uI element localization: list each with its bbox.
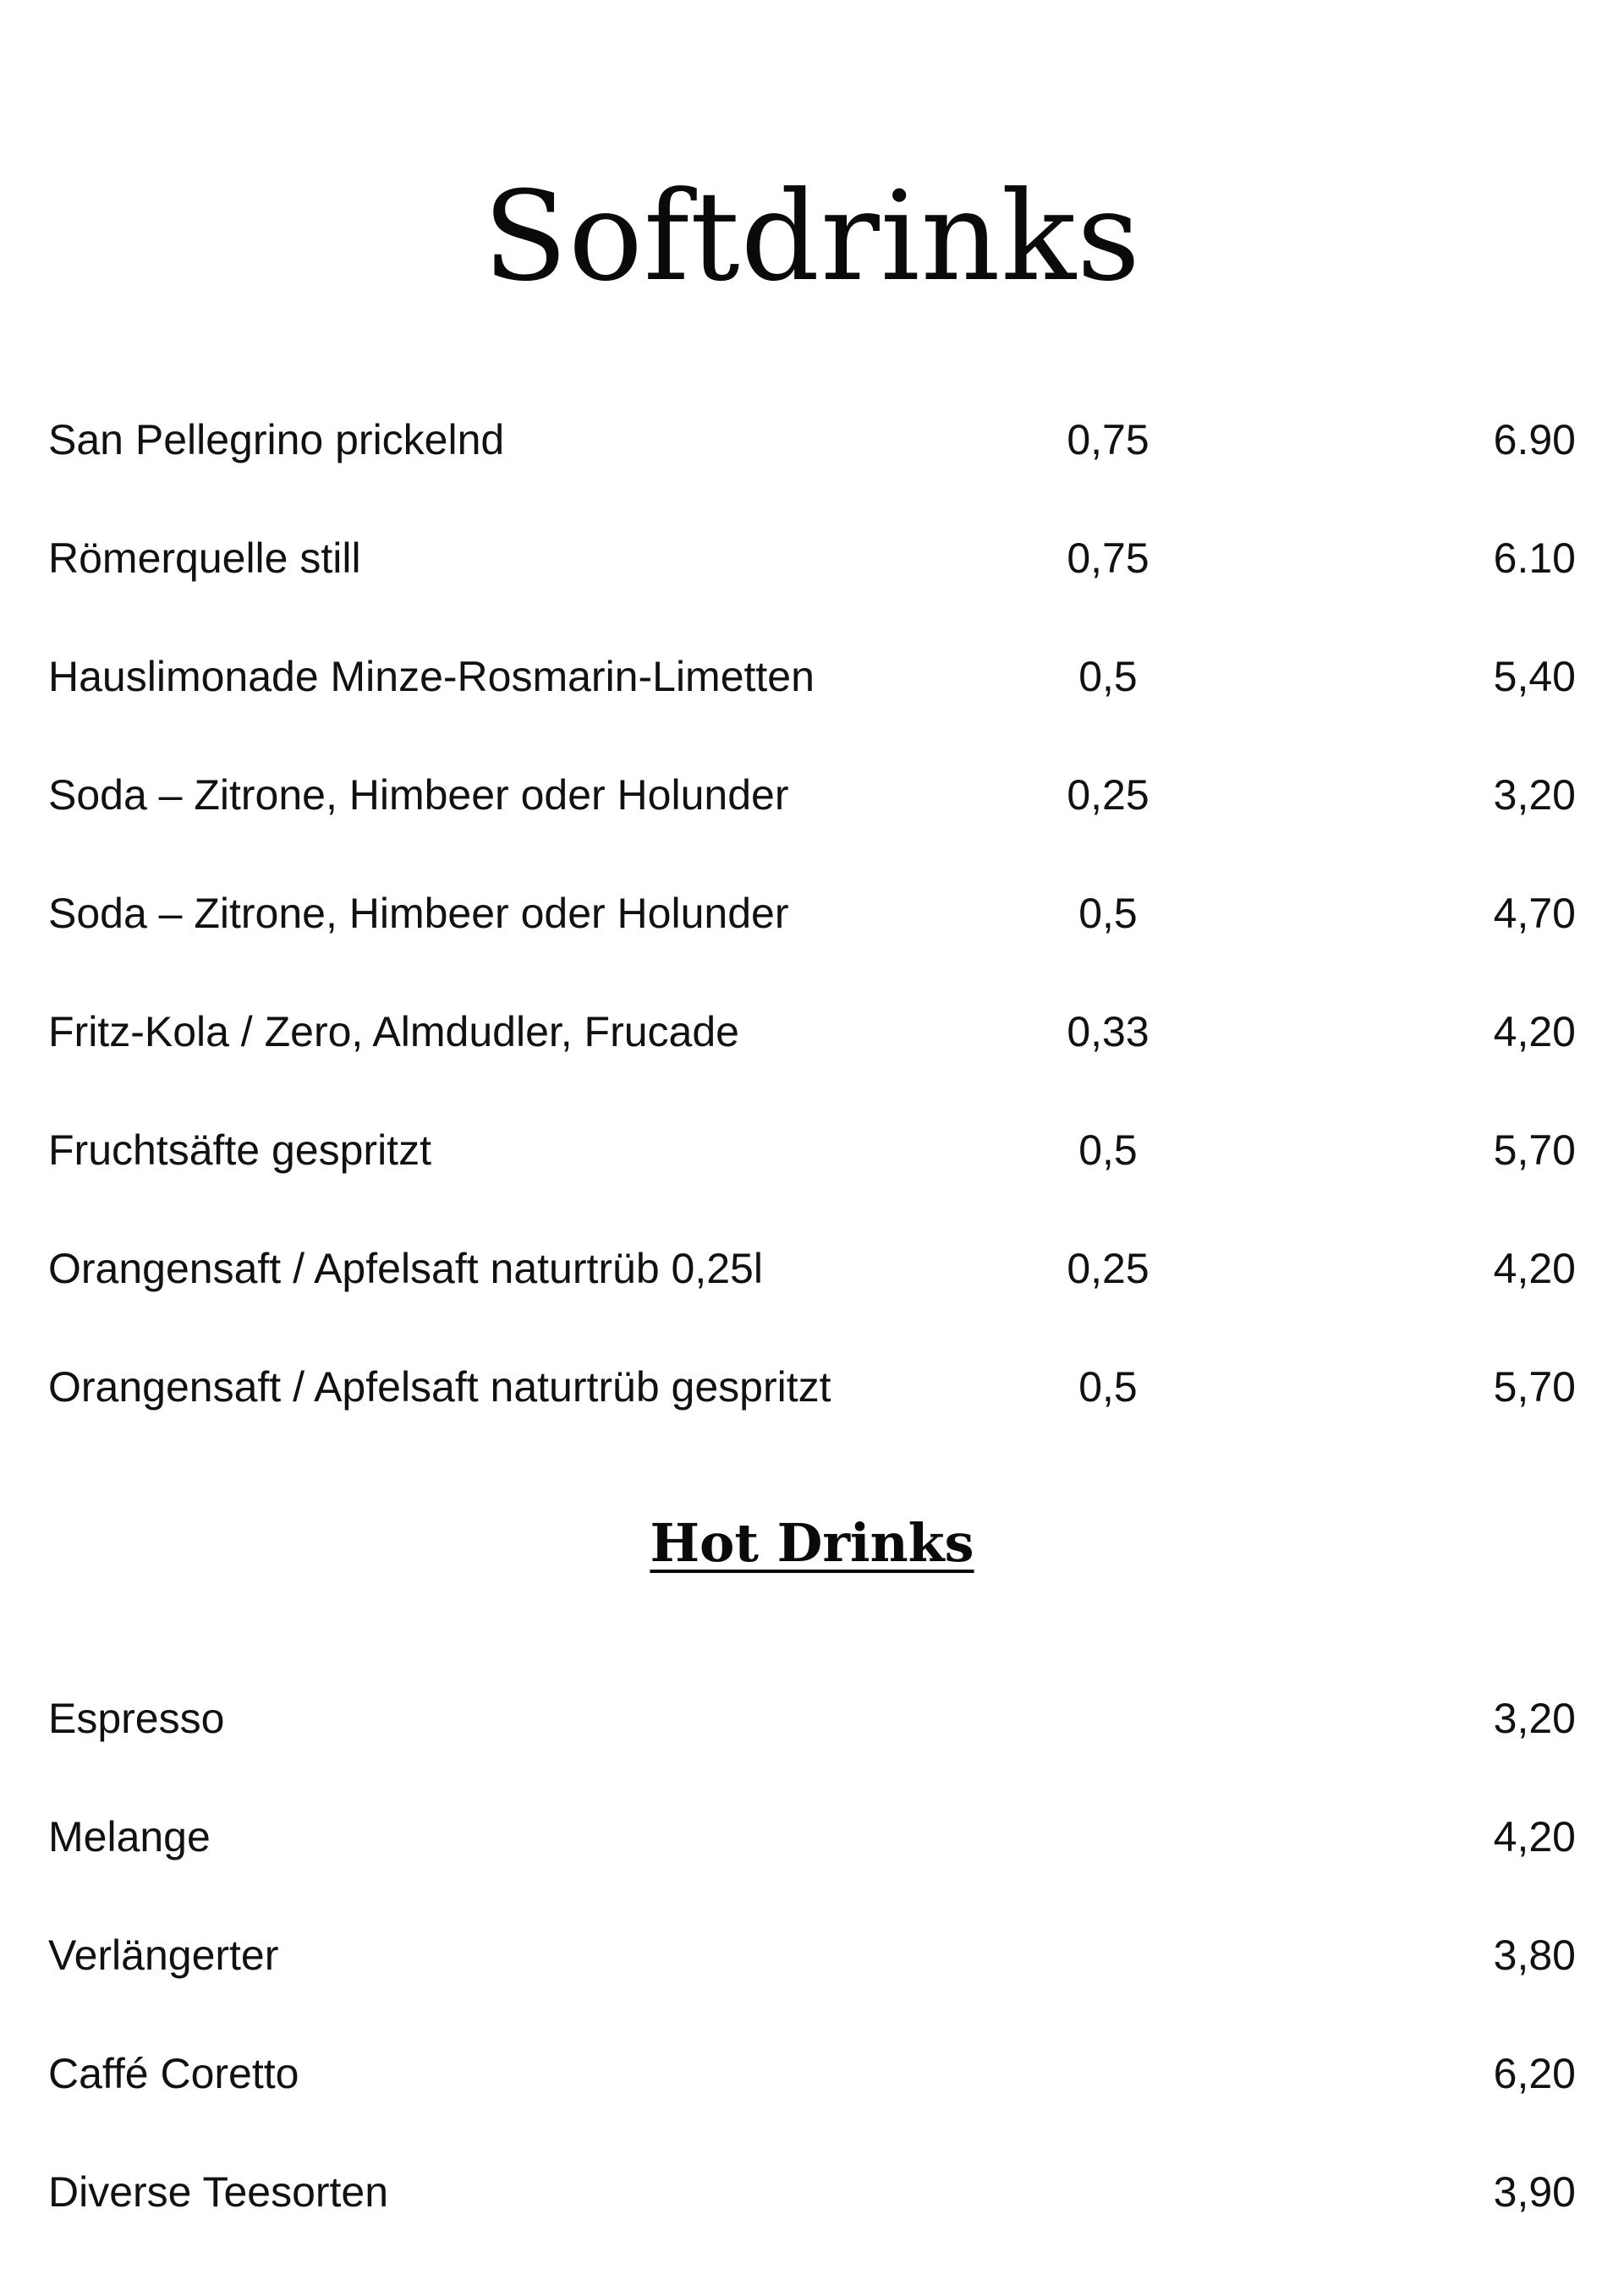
item-name: Hauslimonade Minze-Rosmarin-Limetten	[48, 653, 815, 700]
item-volume: 0,5	[1078, 1126, 1138, 1174]
item-price: 6.10	[1493, 534, 1576, 582]
list-item	[0, 1911, 1624, 2030]
item-volume: 0,5	[1078, 1363, 1138, 1411]
item-price: 3,20	[1493, 771, 1576, 819]
item-name: Fruchtsäfte gespritzt	[48, 1126, 431, 1174]
item-price: 3,90	[1493, 2168, 1576, 2216]
item-name: Soda – Zitrone, Himbeer oder Holunder	[48, 890, 789, 937]
item-price: 6,20	[1493, 2050, 1576, 2097]
list-item	[0, 514, 1624, 633]
item-name: Caffé Coretto	[48, 2050, 299, 2097]
item-price: 4,20	[1493, 1008, 1576, 1055]
item-volume: 0,5	[1078, 653, 1138, 700]
list-item	[0, 396, 1624, 514]
softdrinks-list	[0, 396, 1624, 1461]
item-price: 3,80	[1493, 1932, 1576, 1979]
item-price: 3,20	[1493, 1695, 1576, 1742]
list-item	[0, 1674, 1624, 1793]
item-price: 5,70	[1493, 1126, 1576, 1174]
item-name: Orangensaft / Apfelsaft naturtrüb 0,25l	[48, 1245, 763, 1292]
list-item	[0, 1106, 1624, 1225]
item-volume: 0,25	[1067, 771, 1149, 819]
item-name: Verlängerter	[48, 1932, 279, 1979]
item-volume: 0,75	[1067, 416, 1149, 463]
item-volume: 0,25	[1067, 1245, 1149, 1292]
list-item	[0, 869, 1624, 988]
item-volume: 0,33	[1067, 1008, 1149, 1055]
item-name: San Pellegrino prickelnd	[48, 416, 505, 463]
item-name: Diverse Teesorten	[48, 2168, 389, 2216]
item-name: Soda – Zitrone, Himbeer oder Holunder	[48, 771, 789, 819]
list-item	[0, 988, 1624, 1106]
list-item	[0, 1225, 1624, 1343]
item-name: Orangensaft / Apfelsaft naturtrüb gespritzt	[48, 1363, 831, 1411]
item-name: Römerquelle still	[48, 534, 361, 582]
section-heading	[0, 1505, 1624, 1581]
list-item	[0, 2148, 1624, 2266]
list-item	[0, 751, 1624, 869]
list-item	[0, 633, 1624, 751]
list-item	[0, 1343, 1624, 1461]
item-price: 5,40	[1493, 653, 1576, 700]
item-price: 4,20	[1493, 1245, 1576, 1292]
item-price: 5,70	[1493, 1363, 1576, 1411]
item-volume: 0,75	[1067, 534, 1149, 582]
item-price: 6.90	[1493, 416, 1576, 463]
list-item	[0, 1793, 1624, 1911]
item-name: Fritz-Kola / Zero, Almdudler, Frucade	[48, 1008, 739, 1055]
section-heading-text: Hot Drinks	[650, 1512, 974, 1574]
item-name: Melange	[48, 1813, 211, 1860]
hotdrinks-list	[0, 1674, 1624, 2266]
item-name: Espresso	[48, 1695, 225, 1742]
list-item	[0, 2030, 1624, 2148]
item-price: 4,20	[1493, 1813, 1576, 1860]
item-price: 4,70	[1493, 890, 1576, 937]
item-volume: 0,5	[1078, 890, 1138, 937]
page-title: Softdrinks	[483, 165, 1141, 309]
